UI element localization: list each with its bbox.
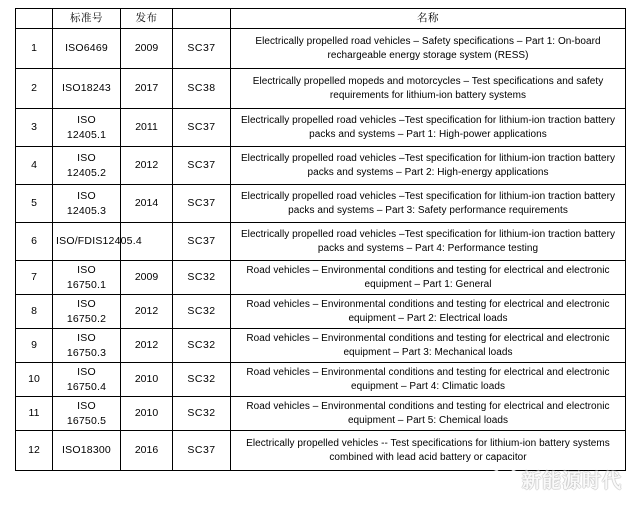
cell-index: 10 — [16, 363, 53, 397]
cell-name: Electrically propelled road vehicles –Test specification for lithium-ion traction battery packs and systems – Part 1: High-power applications — [231, 109, 626, 147]
cell-committee: SC37 — [173, 109, 231, 147]
cell-committee: SC32 — [173, 363, 231, 397]
cell-standard-no: ISO 16750.2 — [53, 295, 121, 329]
cell-committee: SC32 — [173, 397, 231, 431]
column-header-index — [16, 9, 53, 29]
table-row — [16, 109, 626, 147]
cell-name: Road vehicles – Environmental conditions and testing for electrical and electronic equipment – Part 3: Mechanical loads — [231, 329, 626, 363]
cell-name: Electrically propelled vehicles -- Test specifications for lithium-ion battery systems combined with lead acid battery or capacitor — [231, 431, 626, 471]
table-header-row — [16, 9, 626, 29]
cell-name: Road vehicles – Environmental conditions and testing for electrical and electronic equipment – Part 5: Chemical loads — [231, 397, 626, 431]
cell-committee: SC38 — [173, 69, 231, 109]
cell-index: 7 — [16, 261, 53, 295]
cell-published: 2010 — [121, 397, 173, 431]
cell-committee: SC32 — [173, 261, 231, 295]
cell-name: Electrically propelled road vehicles –Test specification for lithium-ion traction battery packs and systems – Part 2: High-energy applications — [231, 147, 626, 185]
cell-index: 6 — [16, 223, 53, 261]
cell-index: 12 — [16, 431, 53, 471]
table-row — [16, 223, 626, 261]
cell-index: 5 — [16, 185, 53, 223]
table-row — [16, 431, 626, 471]
cell-committee: SC37 — [173, 185, 231, 223]
cell-name: Electrically propelled mopeds and motorcycles – Test specifications and safety requirements for lithium-ion battery systems — [231, 69, 626, 109]
cell-index: 3 — [16, 109, 53, 147]
cell-name: Road vehicles – Environmental conditions and testing for electrical and electronic equipment – Part 4: Climatic loads — [231, 363, 626, 397]
cell-standard-no: ISO6469 — [53, 29, 121, 69]
table-body — [16, 29, 626, 471]
cell-standard-no: ISO18243 — [53, 69, 121, 109]
table-row — [16, 397, 626, 431]
cell-published: 2009 — [121, 29, 173, 69]
cell-committee: SC32 — [173, 295, 231, 329]
table-row — [16, 261, 626, 295]
cell-published: 2009 — [121, 261, 173, 295]
cell-standard-no: ISO 12405.3 — [53, 185, 121, 223]
table-row — [16, 185, 626, 223]
table-row — [16, 69, 626, 109]
cell-standard-no: ISO/FDIS12405.4 — [53, 223, 121, 261]
cell-standard-no: ISO 16750.5 — [53, 397, 121, 431]
cell-standard-no: ISO 16750.3 — [53, 329, 121, 363]
table-header — [16, 9, 626, 29]
cell-committee: SC37 — [173, 29, 231, 69]
table-row — [16, 329, 626, 363]
cell-name: Electrically propelled road vehicles – Safety specifications – Part 1: On-board rechargeable energy storage system (RESS) — [231, 29, 626, 69]
cell-standard-no: ISO 16750.1 — [53, 261, 121, 295]
cell-published: 2016 — [121, 431, 173, 471]
cell-index: 11 — [16, 397, 53, 431]
cell-standard-no: ISO18300 — [53, 431, 121, 471]
cell-committee: SC37 — [173, 223, 231, 261]
cell-name: Road vehicles – Environmental conditions and testing for electrical and electronic equipment – Part 2: Electrical loads — [231, 295, 626, 329]
cell-index: 4 — [16, 147, 53, 185]
cell-standard-no: ISO 16750.4 — [53, 363, 121, 397]
cell-published: 2012 — [121, 147, 173, 185]
cell-name: Road vehicles – Environmental conditions and testing for electrical and electronic equipment – Part 1: General — [231, 261, 626, 295]
column-header-name: 名称 — [231, 9, 626, 29]
cell-index: 8 — [16, 295, 53, 329]
cell-published: 2010 — [121, 363, 173, 397]
cell-committee: SC32 — [173, 329, 231, 363]
cell-index: 1 — [16, 29, 53, 69]
column-header-committee — [173, 9, 231, 29]
cell-name: Electrically propelled road vehicles –Test specification for lithium-ion traction battery packs and systems – Part 4: Performance testing — [231, 223, 626, 261]
standards-table — [15, 8, 626, 471]
cell-committee: SC37 — [173, 431, 231, 471]
cell-published: 2012 — [121, 329, 173, 363]
table-row — [16, 363, 626, 397]
cell-index: 9 — [16, 329, 53, 363]
table-row — [16, 29, 626, 69]
watermark-text: 新能源时代 — [522, 469, 623, 492]
cell-published: 2017 — [121, 69, 173, 109]
column-header-standard-no: 标准号 — [53, 9, 121, 29]
cell-published: 2014 — [121, 185, 173, 223]
cell-published: 2012 — [121, 295, 173, 329]
column-header-published: 发布 — [121, 9, 173, 29]
cell-standard-no: ISO 12405.2 — [53, 147, 121, 185]
cell-published: 2011 — [121, 109, 173, 147]
cell-standard-no: ISO 12405.1 — [53, 109, 121, 147]
cell-index: 2 — [16, 69, 53, 109]
cell-committee: SC37 — [173, 147, 231, 185]
cell-name: Electrically propelled road vehicles –Test specification for lithium-ion traction battery packs and systems – Part 3: Safety performance requirements — [231, 185, 626, 223]
table-row — [16, 147, 626, 185]
table-row — [16, 295, 626, 329]
